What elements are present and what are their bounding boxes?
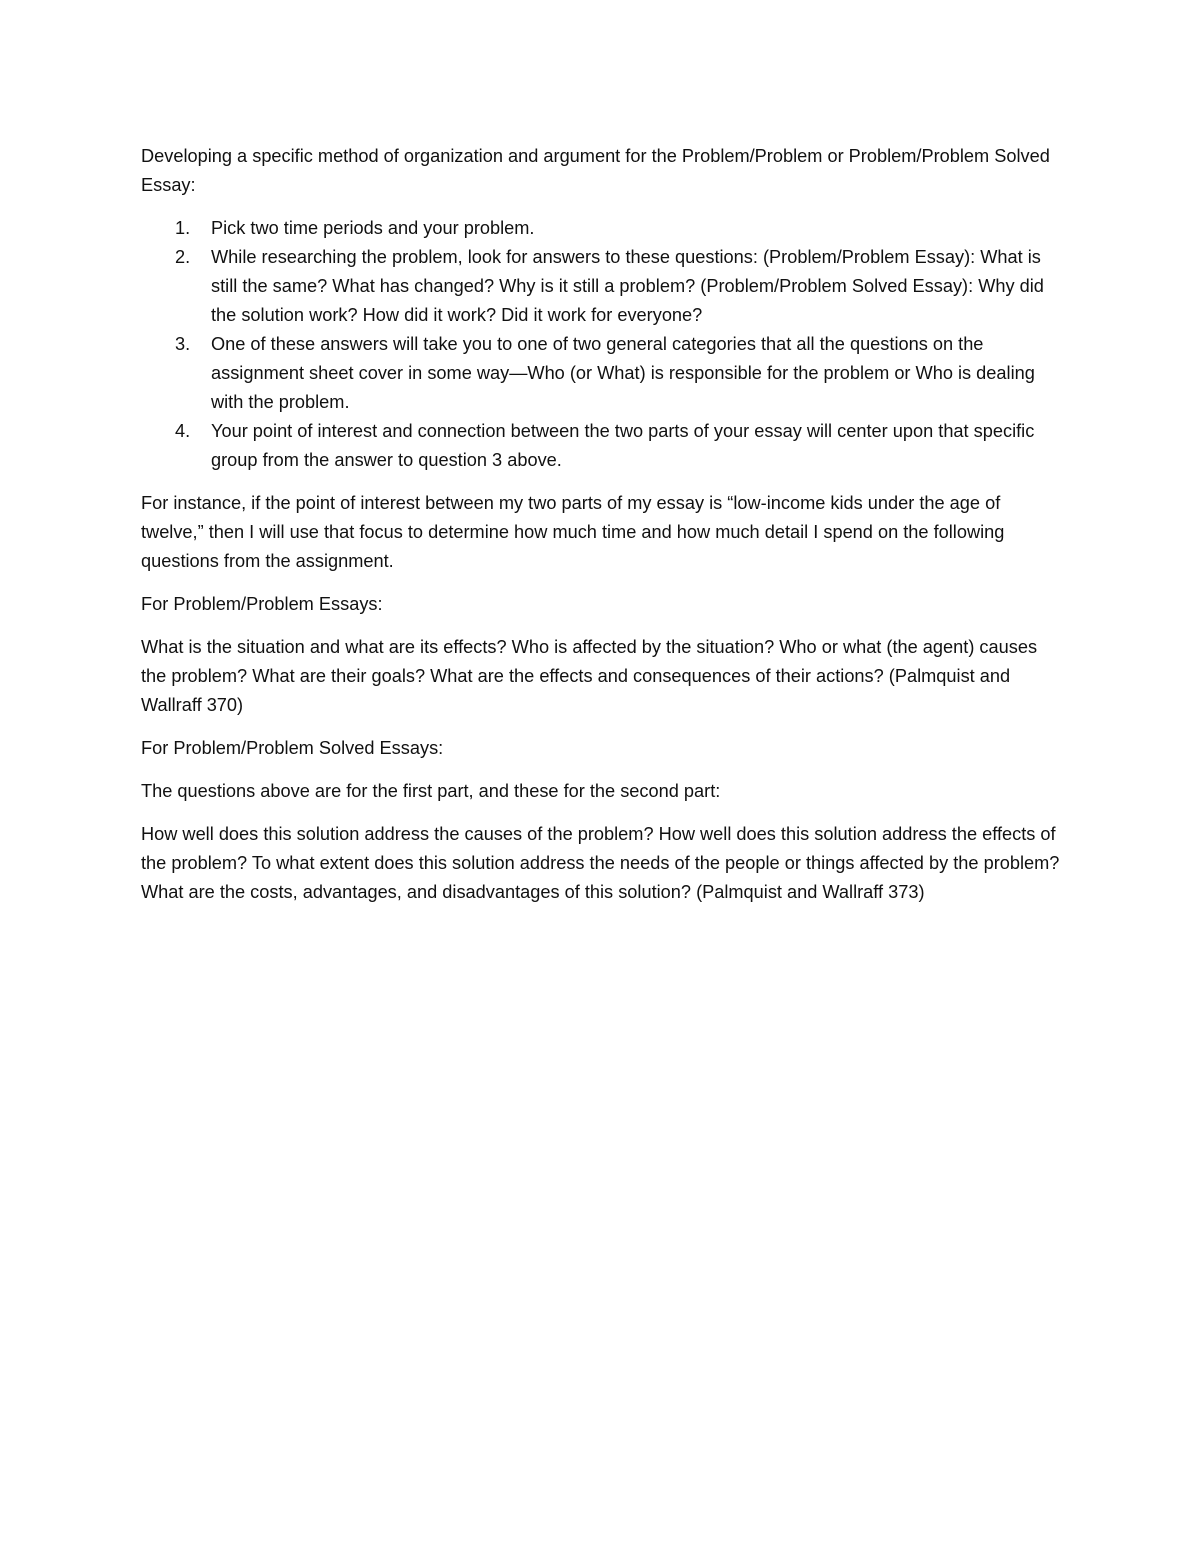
instance-paragraph: For instance, if the point of interest between my two parts of my essay is “low-income kids under the age of twelve,” then I will use that focus to determine how much time and how much detail I spend on the following questions from the assignment. <box>141 493 1005 571</box>
list-item-number: 1. <box>175 218 191 238</box>
solved-essays-questions: How well does this solution address the causes of the problem? How well does this solution address the effects of the problem? To what extent does this solution address the needs of the people or things affected by the problem? What are the costs, advantages, and disadvantages of this solution? (Palmquist and Wallraff 373) <box>141 824 1060 902</box>
list-item <box>141 417 1063 475</box>
list-item <box>141 214 1063 243</box>
list-item-number: 2. <box>175 247 191 267</box>
list-item <box>141 330 1063 417</box>
list-item-text: One of these answers will take you to one of two general categories that all the questions on the assignment sheet cover in some way—Who (or What) is responsible for the problem or Who is dealing with the problem. <box>211 334 1035 412</box>
list-item-text: Your point of interest and connection between the two parts of your essay will center upon that specific group from the answer to question 3 above. <box>211 421 1035 470</box>
solved-essays-heading: For Problem/Problem Solved Essays: <box>141 738 444 758</box>
list-item <box>141 243 1063 330</box>
solved-essays-intro: The questions above are for the first part, and these for the second part: <box>141 781 721 801</box>
list-item-number: 3. <box>175 334 191 354</box>
document-body <box>141 142 1063 921</box>
list-item-number: 4. <box>175 421 191 441</box>
problem-essays-heading: For Problem/Problem Essays: <box>141 594 383 614</box>
steps-list <box>141 214 1063 475</box>
list-item-text: While researching the problem, look for answers to these questions: (Problem/Problem Essay): What is still the same? What has changed? Why is it still a problem? (Problem/Problem Solved Essay): Why did the solution work? How did it work? Did it work for everyone? <box>211 247 1044 325</box>
problem-essays-questions: What is the situation and what are its effects? Who is affected by the situation? Who or what (the agent) causes the problem? What are their goals? What are the effects and consequences of their actions? (Palmquist and Wallraff 370) <box>141 637 1038 715</box>
list-item-text: Pick two time periods and your problem. <box>211 218 535 238</box>
intro-paragraph: Developing a specific method of organization and argument for the Problem/Problem or Problem/Problem Solved Essay: <box>141 146 1050 195</box>
